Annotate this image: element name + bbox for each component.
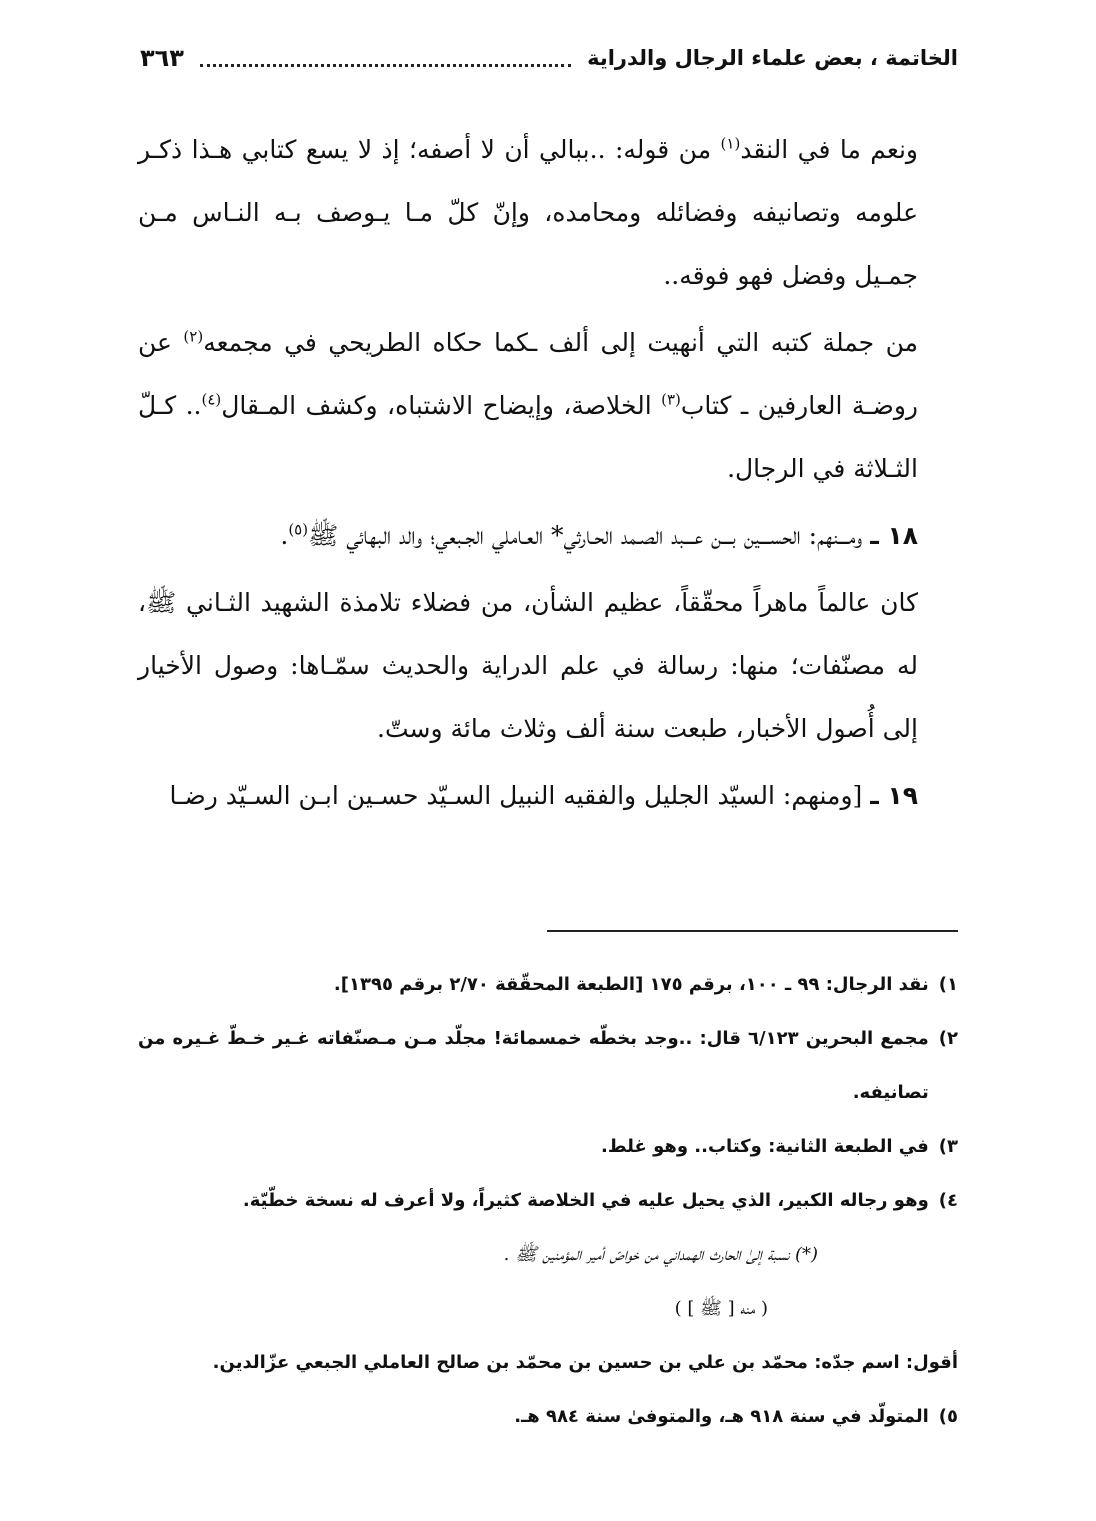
entry-18 [138,504,958,567]
paragraph-biography: كان عالماً ماهراً محقّقاً، عظيم الشأن، من فضلاء تلامذة الشهيد الثـاني ﷺ، له مصنّفات؛ منها: رسالة في علم الدراية والحديث سمّـاها: وصول الأخيار إلى أُصول الأخبار، طبعت سنة ألف وثلاث مائة وستّ. [138,588,918,743]
entry-number: ١٨ ـ [870,521,918,550]
footnote-ref-2: (٢) [183,327,204,346]
footnote-number: ٢) [938,1028,958,1049]
footnotes [138,958,958,1444]
footnote-5 [138,1390,958,1444]
footnote-1 [138,958,958,1012]
text-span: .. كـلّ الثـلاثة في الرجال. [138,391,918,483]
main-text [138,118,958,831]
paragraph-books [138,311,958,500]
footnote-text: المتولّد في سنة ٩١٨ هـ، والمتوفىٰ سنة ٩٨٤ هـ. [514,1406,929,1427]
text-span: [ومنهم: السيّد الجليل والفقيه النبيل السـيّد حسـين ابـن السـيّد رضـا [169,781,871,810]
footnote-separator [547,930,958,932]
footnote-number: ٤) [938,1190,958,1211]
footnote-number: ١) [938,974,958,995]
footnote-ref-4: (٤) [201,390,222,409]
page-header [140,38,958,78]
entry-19 [138,764,958,827]
running-title: الخاتمة ، بعض علماء الرجال والدراية [587,46,958,70]
footnote-2 [138,1012,958,1120]
paragraph-naqd [138,118,958,307]
text-span: ومـــنهم: الحســـين بـــن عـــبد الصـمد الحـارثي* العـاملي الجـبعي؛ والد البهائي [338,521,871,550]
text-span: من قوله: ..ببالي أن لا أصفه؛ إذ لا يسع كتابي هـذا ذكـر علومه وتصانيفه وفضائله ومحامده، وإنّ كلّ مـا يـوصف بـه النـاس مـن جمـيل وفضل فهو فوقه.. [138,135,918,290]
editor-source: ( منه [ ﷺ ] ) [674,1298,768,1319]
footnote-text: نقد الرجال: ٩٩ ـ ١٠٠، برقم ١٧٥ [الطبعة المحقّقة ٢/٧٠ برقم ١٣٩٥]. [333,974,929,995]
footnote-4 [138,1174,958,1228]
text-span: . [280,521,289,550]
footnote-number: ٣) [938,1136,958,1157]
footnote-number: ٥) [938,1406,958,1427]
footnote-ref-1: (١) [720,134,741,153]
footnote-3 [138,1120,958,1174]
footnote-text: وهو رجاله الكبير، الذي يحيل عليه في الخلاصة كثيراً، ولا أعرف له نسخة خطّيّة. [242,1190,929,1211]
text-span: عن روضـة العارفين ـ كتاب [138,328,918,420]
footnote-text: مجمع البحرين ٦/١٢٣ قال: ..وجد بخطّه خمسمائة! مجلّد مـن مـصنّفاته غـير خـطّ غـيره من تصانيفه. [138,1028,929,1103]
honorific-glyph: ﷺ [308,521,339,550]
entry-number: ١٩ ـ [870,781,918,810]
editor-note: (*) نسبة إلىٰ الحارث الهمداني من خواصّ أمير المؤمنين ﷺ . [503,1244,818,1265]
text-span: من جملة كتبه التي أنهيت إلى ألف ـكما حكاه الطريحي في مجمعه [203,328,918,357]
text-span: ونعم ما في النقد [740,135,918,164]
footnote-ref-5: (٥) [288,520,309,539]
page-number: ٣٦٣ [140,44,184,72]
text-span: الخلاصة، وإيضاح الاشتباه، وكشف المـقال [221,391,662,420]
note-aqul: أقول: اسم جدّه: محمّد بن علي بن حسين بن محمّد بن صالح العاملي الجبعي عزّالدين. [212,1352,958,1373]
leader-dots [200,50,571,67]
footnote-text: في الطبعة الثانية: وكتاب.. وهو غلط. [601,1136,929,1157]
footnote-ref-3: (٣) [661,390,681,409]
